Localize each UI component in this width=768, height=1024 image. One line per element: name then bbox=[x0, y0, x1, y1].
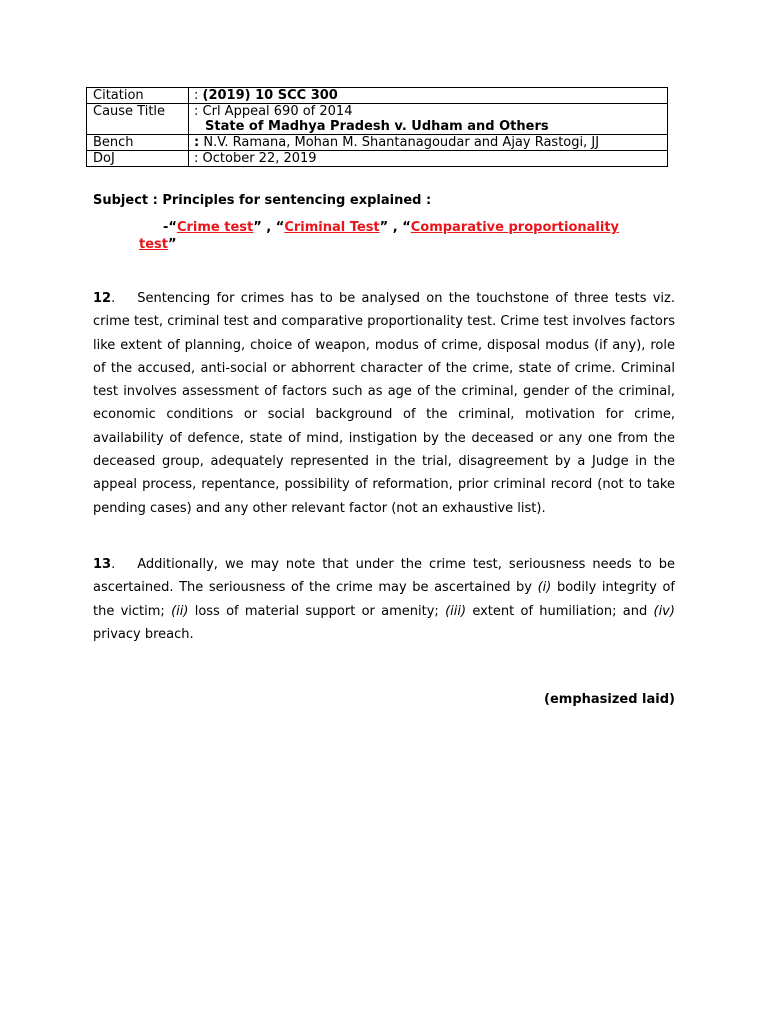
roman-iv: (iv) bbox=[653, 603, 675, 619]
bench-label: Bench bbox=[87, 135, 189, 151]
paragraph-text: extent of humiliation; and bbox=[472, 603, 648, 619]
citation-label: Citation bbox=[87, 88, 189, 104]
emphasis-note: (emphasized laid) bbox=[544, 692, 675, 707]
bench-value: : N.V. Ramana, Mohan M. Shantanagoudar and Ajay Rastogi, JJ bbox=[189, 135, 668, 151]
paragraph-text: privacy breach. bbox=[93, 626, 194, 642]
roman-i: (i) bbox=[537, 580, 552, 596]
subject-heading: Subject : Principles for sentencing explained : bbox=[93, 193, 432, 208]
roman-ii: (ii) bbox=[171, 603, 189, 619]
cause-title-label: Cause Title bbox=[87, 104, 189, 135]
doj-label: DoJ bbox=[87, 151, 189, 167]
paragraph-text: Sentencing for crimes has to be analysed on the touchstone of three tests viz. crime test, criminal test and comparative proportionality test. Crime test involves factors like extent of planning, choice of weapon, modus of crime, disposal modus (if any), role of the accused, anti-social or abhorrent character of the crime, state of crime. Criminal test involves assessment of factors such as age of the criminal, gender of the criminal, economic conditions or social background of the criminal, motivation for crime, availability of defence, state of mind, instigation by the deceased or any one from the deceased group, adequately represented in the trial, disagreement by a Judge in the appeal process, repentance, possibility of reformation, prior criminal record (not to take pending cases) and any other relevant factor (not an exhaustive list). bbox=[93, 291, 675, 516]
case-name: State of Madhya Pradesh v. Udham and Others bbox=[205, 119, 549, 134]
doj-value: : October 22, 2019 bbox=[189, 151, 668, 167]
citation-text: (2019) 10 SCC 300 bbox=[202, 88, 338, 103]
table-row bbox=[87, 88, 668, 104]
crime-test-label: Crime test bbox=[176, 220, 254, 235]
paragraph-number: 13 bbox=[93, 557, 112, 572]
appeal-number: Crl Appeal 690 of 2014 bbox=[202, 104, 353, 119]
cause-title-value: : Crl Appeal 690 of 2014 State of Madhya Pradesh v. Udham and Others bbox=[189, 104, 668, 135]
roman-iii: (iii) bbox=[445, 603, 467, 619]
paragraph-number: 12 bbox=[93, 291, 112, 306]
paragraph-text: loss of material support or amenity; bbox=[194, 603, 439, 619]
criminal-test-label: Criminal Test bbox=[284, 220, 380, 235]
table-row bbox=[87, 135, 668, 151]
citation-value: : (2019) 10 SCC 300 bbox=[189, 88, 668, 104]
table-row bbox=[87, 151, 668, 167]
doj-text: October 22, 2019 bbox=[202, 151, 317, 166]
tests-list: -“Crime test” , “Criminal Test” , “Comparative proportionality test” bbox=[139, 220, 620, 252]
paragraph-12: 12. Sentencing for crimes has to be analysed on the touchstone of three tests viz. crime test, criminal test and comparative proportionality test. Crime test involves factors like extent of planning, choice of weapon, modus of crime, disposal modus (if any), role of the accused, anti-social or abhorrent character of the crime, state of crime. Criminal test involves assessment of factors such as age of the criminal, gender of the criminal, economic conditions or social background of the criminal, motivation for crime, availability of defence, state of mind, instigation by the deceased or any one from the deceased group, adequately represented in the trial, disagreement by a Judge in the appeal process, repentance, possibility of reformation, prior criminal record (not to take pending cases) and any other relevant factor (not an exhaustive list). bbox=[93, 291, 675, 516]
paragraph-13: 13. Additionally, we may note that under the crime test, seriousness needs to be ascertained. The seriousness of the crime may be ascertained by (i) bodily integrity of the victim; (ii) loss of material support or amenity; (iii) extent of humiliation; and (iv) privacy breach. bbox=[93, 557, 675, 642]
paragraph-text: bodily integrity of the victim; bbox=[93, 580, 675, 619]
comparative-test-label-cont: test bbox=[139, 237, 168, 252]
case-details-table bbox=[86, 87, 668, 167]
paragraph-text: Additionally, we may note that under the crime test, seriousness needs to be ascertained. The seriousness of the crime may be ascertained by bbox=[93, 557, 675, 596]
comparative-test-label: Comparative proportionality bbox=[410, 220, 620, 235]
bench-text: N.V. Ramana, Mohan M. Shantanagoudar and Ajay Rastogi, JJ bbox=[203, 135, 600, 150]
table-row bbox=[87, 104, 668, 135]
